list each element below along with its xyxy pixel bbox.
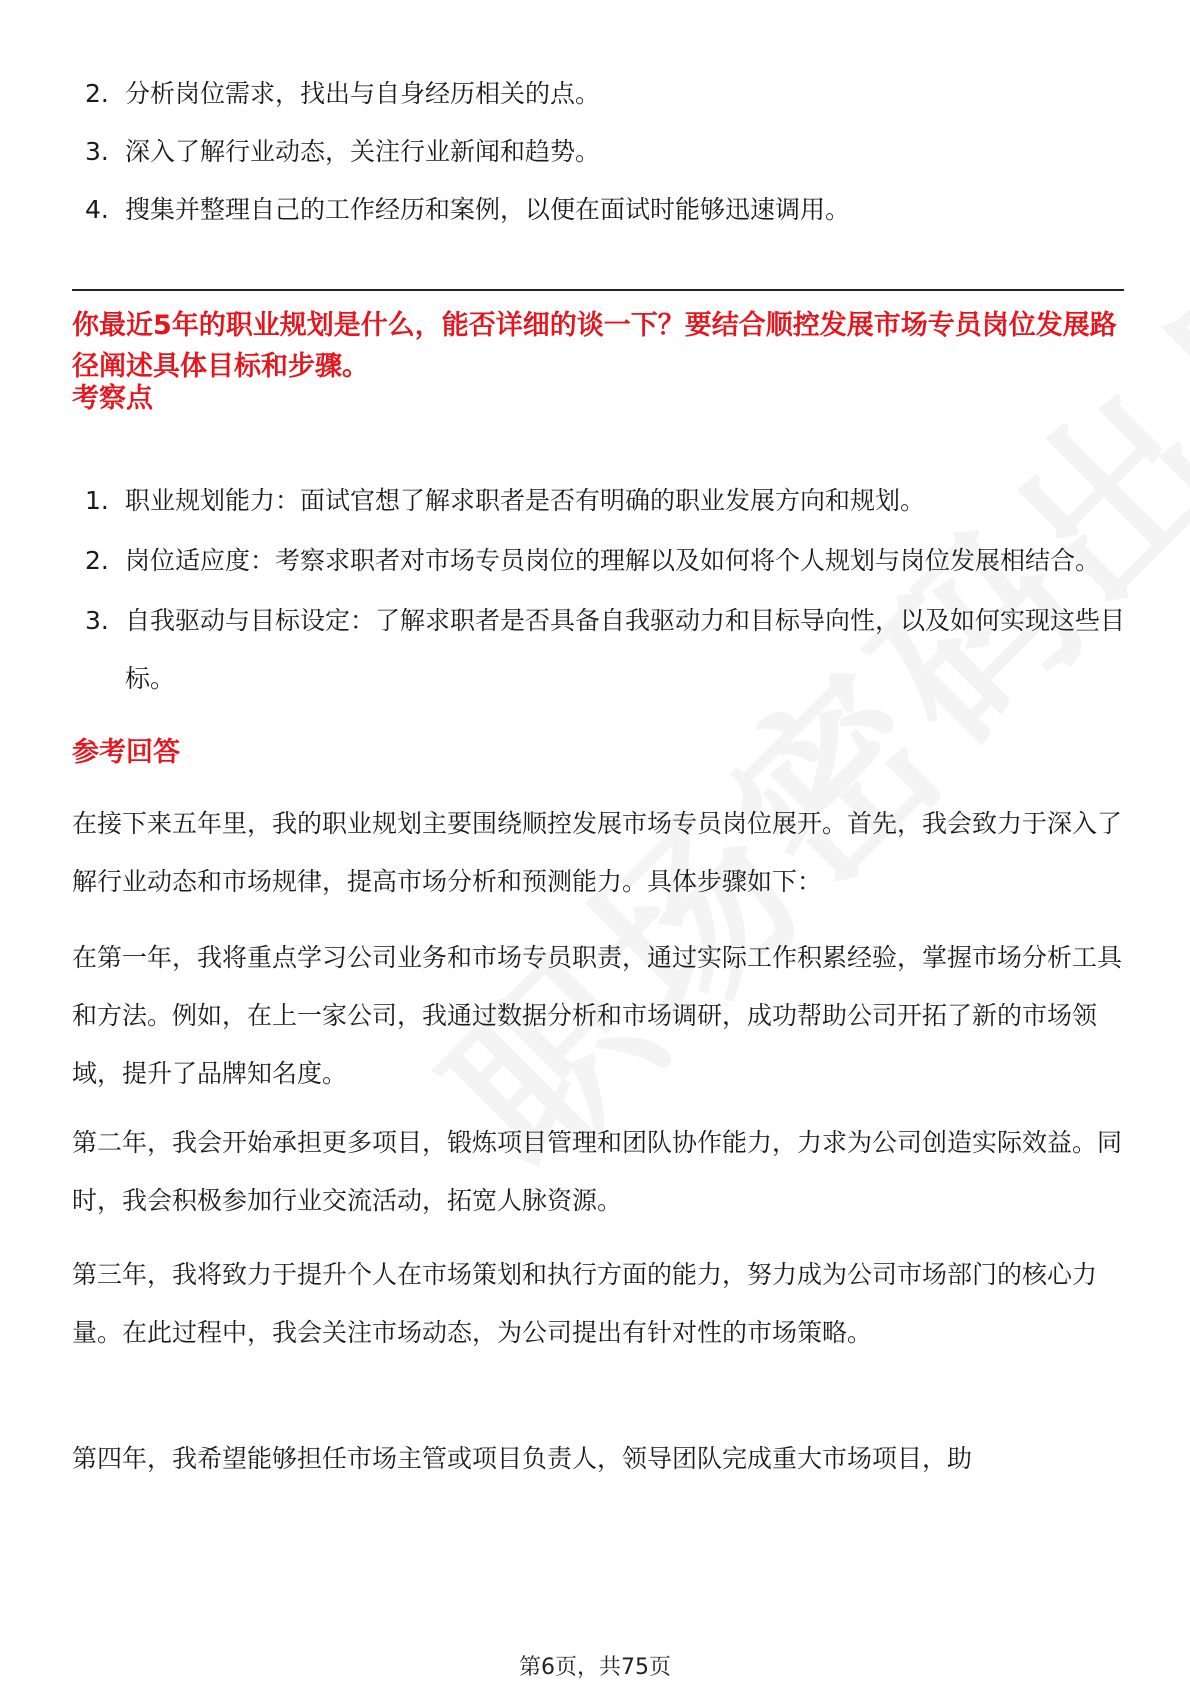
answer-paragraph: 第三年，我将致力于提升个人在市场策划和执行方面的能力，努力成为公司市场部门的核心力量。在此过程中，我会关注市场动态，为公司提出有针对性的市场策略。 (72, 1260, 1098, 1347)
page-footer: 第6页，共75页 (519, 1655, 671, 1680)
list-number: 2. (85, 79, 109, 108)
list-text: 深入了解行业动态，关注行业新闻和趋势。 (125, 137, 601, 166)
answer-paragraph: 第四年，我希望能够担任市场主管或项目负责人，领导团队完成重大市场项目，助 (72, 1444, 973, 1473)
list-text: 分析岗位需求，找出与自身经历相关的点。 (125, 79, 601, 108)
points-list (85, 472, 1125, 708)
list-number: 3. (85, 606, 109, 635)
list-text: 搜集并整理自己的工作经历和案例，以便在面试时能够迅速调用。 (125, 195, 851, 224)
list-text: 职业规划能力：面试官想了解求职者是否有明确的职业发展方向和规划。 (125, 486, 926, 515)
answer-paragraph: 第二年，我会开始承担更多项目，锻炼项目管理和团队协作能力，力求为公司创造实际效益。同时，我会积极参加行业交流活动，拓宽人脉资源。 (72, 1128, 1123, 1215)
list-number: 3. (85, 137, 109, 166)
answer-paragraph: 在接下来五年里，我的职业规划主要围绕顺控发展市场专员岗位展开。首先，我会致力于深入了解行业动态和市场规律，提高市场分析和预测能力。具体步骤如下： (72, 809, 1123, 896)
list-text: 岗位适应度：考察求职者对市场专员岗位的理解以及如何将个人规划与岗位发展相结合。 (125, 546, 1101, 575)
prep-steps-list (85, 65, 1125, 239)
list-number: 4. (85, 195, 109, 224)
list-item (85, 532, 1125, 590)
question-heading: 你最近5年的职业规划是什么，能否详细的谈一下？要结合顺控发展市场专员岗位发展路径阐述具体目标和步骤。 (72, 310, 1117, 382)
list-number: 2. (85, 546, 109, 575)
list-item (85, 65, 1125, 123)
list-number: 1. (85, 486, 109, 515)
list-item (85, 181, 1125, 239)
points-heading: 考察点 (72, 383, 153, 414)
list-text: 自我驱动与目标设定：了解求职者是否具备自我驱动力和目标导向性，以及如何实现这些目标。 (125, 606, 1126, 693)
answer-paragraph: 在第一年，我将重点学习公司业务和市场专员职责，通过实际工作积累经验，掌握市场分析工具和方法。例如，在上一家公司，我通过数据分析和市场调研，成功帮助公司开拓了新的市场领域，提升了品牌知名度。 (72, 943, 1123, 1088)
section-divider (72, 289, 1124, 291)
list-item (85, 123, 1125, 181)
list-item (85, 592, 1125, 708)
answer-heading: 参考回答 (72, 737, 180, 768)
list-item (85, 472, 1125, 530)
